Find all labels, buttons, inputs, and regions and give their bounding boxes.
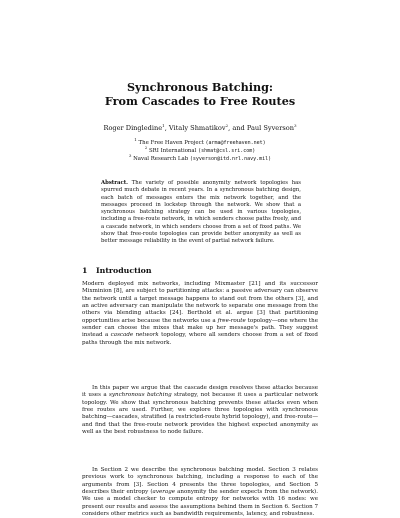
affiliation-email: (arma@freehaven.net) [205, 140, 266, 146]
abstract-text: The variety of possible anonymity network topologies has spurred much debate in recent years. In a synchronous batching design, each batch of messages enters the mix network together, and the messages proceed in lockstep through the network. We show that a synchronous batching strategy can be used in various topologies, including a free-route network, in which senders choose paths freely, and a cascade network, in which senders choose from a set of fixed paths. We show that free-route topologies can provide better anonymity as well as better message reliability in the event of partial network failure. [101, 180, 301, 245]
section-title: Introduction [96, 266, 152, 275]
affiliation-mark: 3 [128, 153, 132, 159]
section-heading [82, 266, 152, 276]
affiliation-mark: 2 [144, 145, 148, 151]
affiliation-org: Naval Research Lab [133, 156, 189, 162]
author-mark: 3 [293, 122, 297, 128]
affiliation [0, 155, 400, 163]
paragraph-text: In Section 2 we describe the synchronous batching model. Section 3 relates previous work to synchronous batching, including a response to each of the arguments from [3]. Section 4 presents the three topologies, and Section 5 describes their entropy ( [82, 467, 318, 496]
author-name: Vitaly Shmatikov [168, 124, 226, 132]
abstract-label: Abstract. [101, 180, 128, 186]
affiliation [0, 147, 400, 155]
author-separator: , [164, 124, 169, 132]
author-mark: 1 [162, 122, 165, 128]
paragraph-text: topology, where all senders choose from a set of fixed paths through the mix network. [82, 332, 318, 346]
affiliation-org: SRI International [148, 148, 197, 154]
author-name: Roger Dingledine [103, 124, 163, 132]
paragraph-text: strategy, not because it uses a particular network topology. We show that synchronous batching prevents these attacks even when free routes are used. Further, we explore three topologies with synchronous batching—cascades, stratified (a restricted-route hybrid topology), and free-route—and find that the free-route network provides the highest expected anonymity as well as the best robustness to node failure. [82, 392, 319, 436]
section-number: 1 [82, 266, 88, 275]
abstract [101, 180, 301, 246]
paragraph-text: In this paper we argue that the cascade design resolves these attacks because it uses a [82, 385, 318, 399]
author-mark: 2 [225, 122, 229, 128]
affiliation-mark: 1 [134, 137, 137, 143]
author-list [0, 124, 400, 133]
paragraph-text: anonymity the sender expects from the network). We use a model checker to compute entropy for networks with 16 nodes: we present our results and assess the assumptions behind them in Section 6. Section 7 considers other metrics such as bandwidth requirements, latency, and robustness. [82, 489, 318, 518]
body-paragraph [82, 467, 318, 518]
affiliation-org: The Free Haven Project [138, 140, 204, 146]
emphasis-text: cascade network [110, 332, 159, 339]
paragraph-text: topology—one where the sender can choose the mixes that make up her message's path. They suggest instead a [82, 317, 318, 339]
body-paragraph [82, 281, 318, 347]
affiliation-email: (syverson@itd.nrl.navy.mil) [189, 156, 272, 162]
author-name: Paul Syverson [246, 124, 294, 132]
paper-title-line2: From Cascades to Free Routes [104, 94, 296, 108]
affiliation [0, 139, 400, 147]
emphasis-text: free-route [217, 317, 246, 324]
body-paragraph [82, 385, 318, 436]
emphasis-text: synchronous batching [109, 392, 172, 399]
author-separator: , and [228, 124, 247, 132]
paragraph-text: Modern deployed mix networks, including Mixmaster [21] and its successor Mixminion [8], are subject to partitioning attacks: a passive adversary can observe the network until a target message happens to stand out from the others [3], and an active adversary can manipulate the network to separate one message from the others via blending attacks [24]. Berthold et al. argue [3] that partitioning opportunities arise because the networks use a [82, 281, 318, 324]
affiliation-email: (shmat@csl.sri.com) [198, 148, 256, 154]
emphasis-text: average [152, 489, 176, 496]
paper-title-line1: Synchronous Batching: [126, 80, 274, 94]
